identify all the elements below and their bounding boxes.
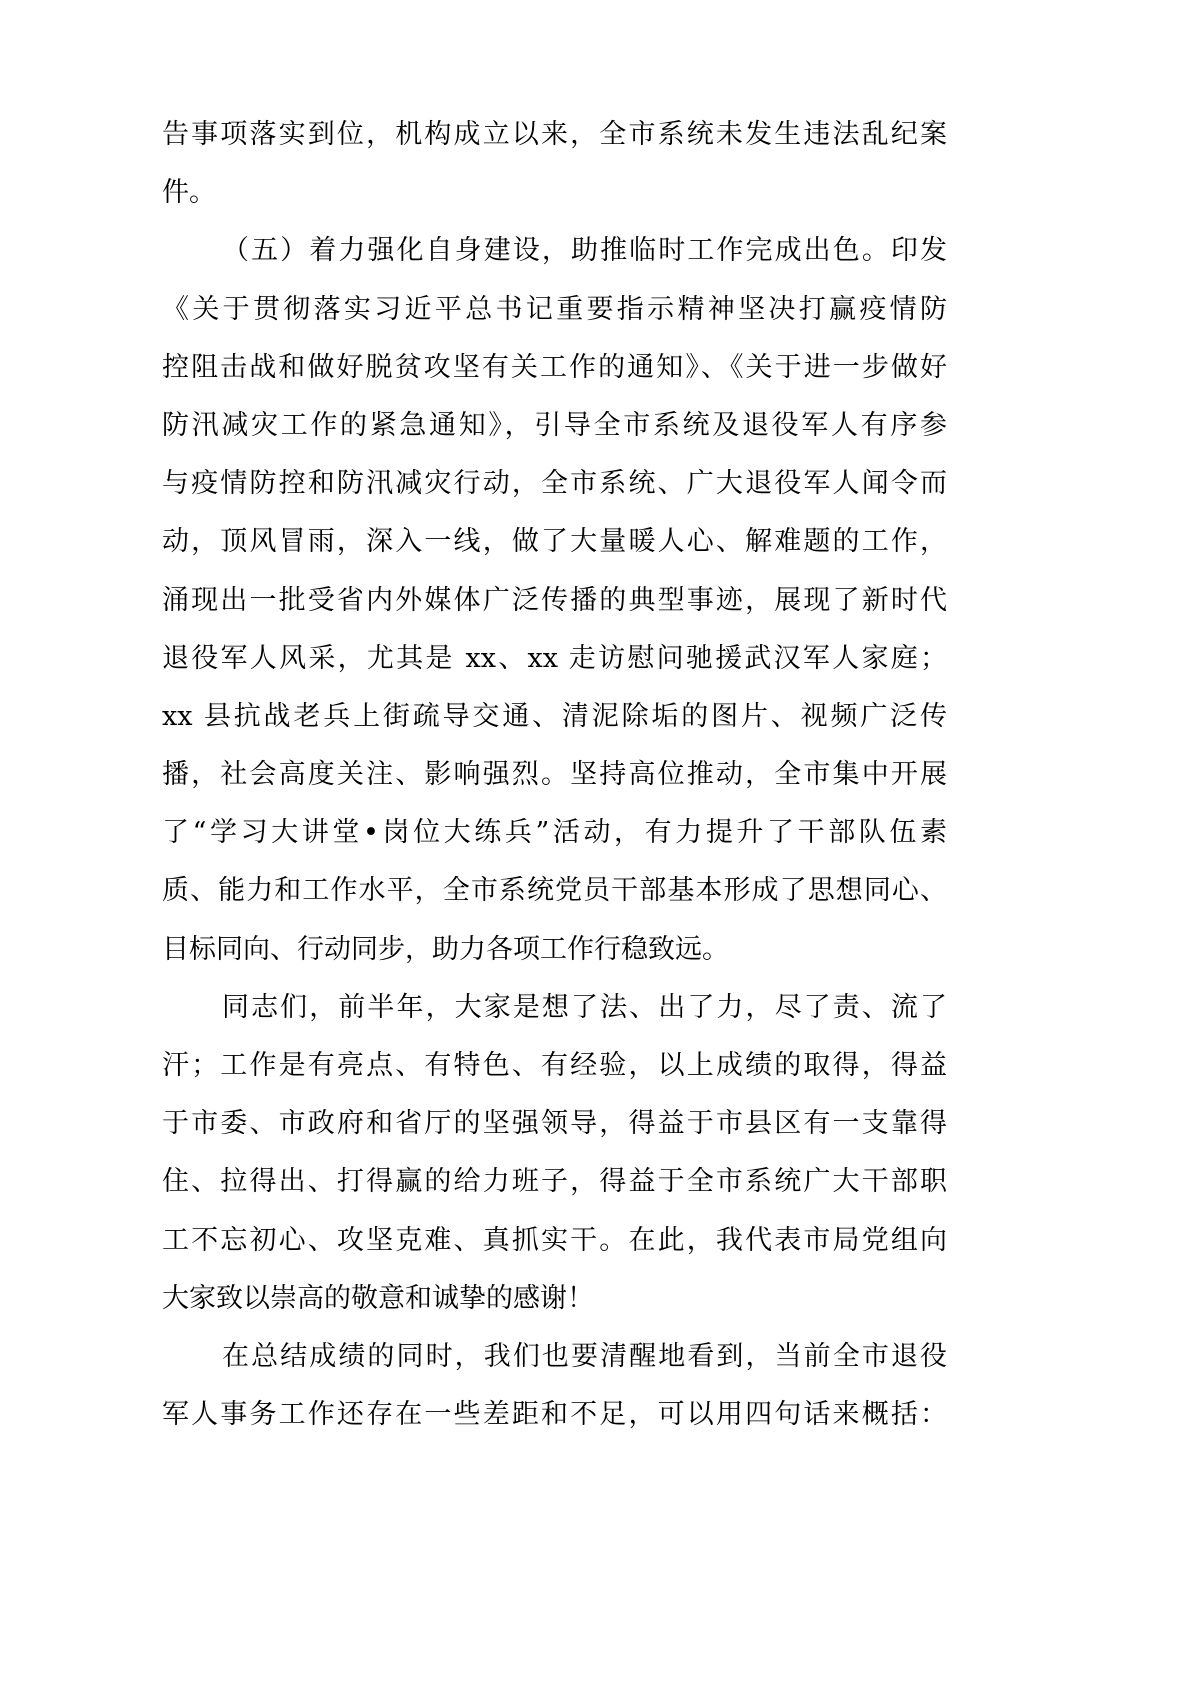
text-line: 涌现出一批受省内外媒体广泛传播的典型事迹，展现了新时代: [162, 584, 947, 616]
text-line: 告事项落实到位，机构成立以来，全市系统未发生违法乱纪案: [162, 119, 947, 150]
text-line: xx 县抗战老兵上街疏导交通、清泥除垢的图片、视频广泛传: [162, 700, 947, 732]
text-line: 退役军人风采，尤其是 xx、xx 走访慰问驰援武汉军人家庭；: [162, 642, 947, 674]
text-line: 防汛减灾工作的紧急通知》，引导全市系统及退役军人有序参: [162, 409, 947, 441]
text-line: 播，社会高度关注、影响强烈。坚持高位推动，全市集中开展: [162, 759, 947, 791]
paragraph: [162, 1328, 947, 1444]
paragraph: [162, 222, 947, 978]
text-line: 了“学习大讲堂•岗位大练兵”活动，有力提升了干部队伍素: [162, 817, 947, 849]
paragraph: [162, 979, 947, 1328]
text-line: 目标同向、行动同步，助力各项工作行稳致远。: [162, 933, 729, 965]
text-line: 汗；工作是有亮点、有特色、有经验，以上成绩的取得，得益: [162, 1050, 947, 1081]
text-line: 质、能力和工作水平，全市系统党员干部基本形成了思想同心、: [162, 875, 947, 907]
text-line: 件。: [162, 177, 216, 209]
paragraph: [162, 106, 947, 222]
text-line: 大家致以崇高的敬意和诚挚的感谢！: [162, 1282, 594, 1314]
text-line: 动，顶风冒雨，深入一线，做了大量暖人心、解难题的工作，: [162, 526, 947, 558]
text-line: （五）着力强化自身建设，助推临时工作完成出色。印发: [222, 235, 947, 267]
text-line: 工不忘初心、攻坚克难、真抓实干。在此，我代表市局党组向: [162, 1224, 947, 1256]
text-line: 与疫情防控和防汛减灾行动，全市系统、广大退役军人闻令而: [162, 468, 947, 500]
text-line: 在总结成绩的同时，我们也要清醒地看到，当前全市退役: [222, 1340, 947, 1372]
text-line: 军人事务工作还存在一些差距和不足，可以用四句话来概括：: [162, 1399, 947, 1431]
text-line: 控阻击战和做好脱贫攻坚有关工作的通知》、《关于进一步做好: [162, 351, 947, 383]
text-line: 同志们，前半年，大家是想了法、出了力，尽了责、流了: [222, 991, 947, 1023]
text-line: 于市委、市政府和省厅的坚强领导，得益于市县区有一支靠得: [162, 1108, 947, 1140]
text-line: 住、拉得出、打得赢的给力班子，得益于全市系统广大干部职: [162, 1166, 947, 1198]
text-line: 《关于贯彻落实习近平总书记重要指示精神坚决打赢疫情防: [162, 293, 947, 325]
document-body: [162, 106, 947, 1444]
